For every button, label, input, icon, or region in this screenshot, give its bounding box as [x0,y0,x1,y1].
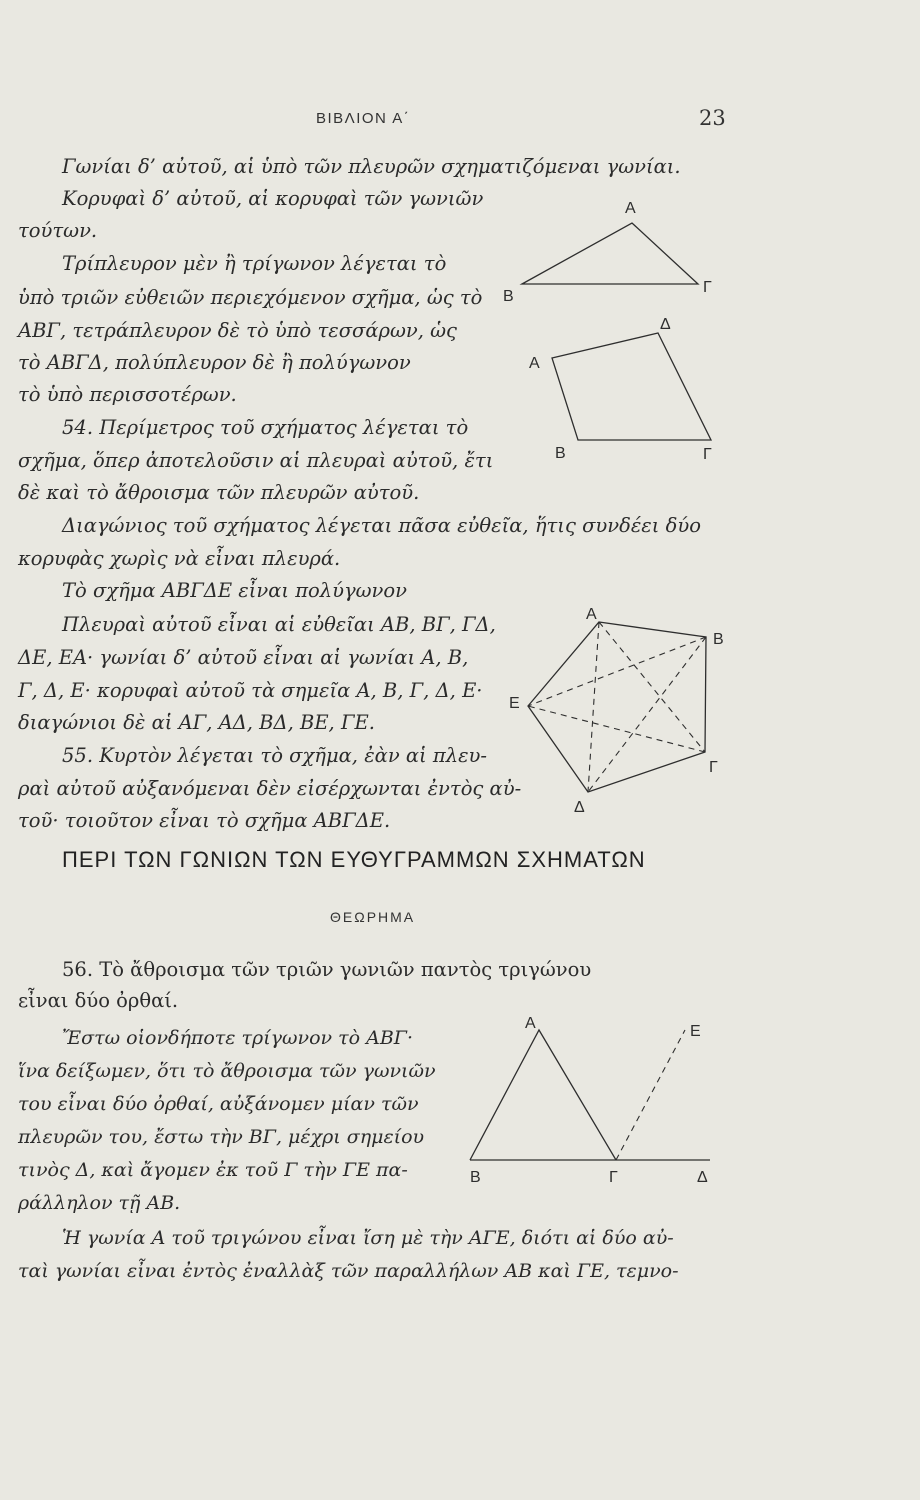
text-line: εἶναι δύο ὀρθαί. [18,989,179,1012]
text-line: διαγώνιοι δὲ αἱ ΑΓ, ΑΔ, ΒΔ, ΒΕ, ΓΕ. [18,711,375,734]
vertex-label-b: Β [713,631,724,648]
text-line: 56. Τὸ ἄθροισμα τῶν τριῶν γωνιῶν παντὸς τριγώνου [62,958,592,981]
text-line: 54. Περίμετρος τοῦ σχήματος λέγεται τὸ [62,416,469,439]
text-line: τὸ ΑΒΓΔ, πολύπλευρον δὲ ἢ πολύγωνον [18,351,411,374]
text-line: ταὶ γωνίαι εἶναι ἐντὸς ἐναλλὰξ τῶν παραλλήλων ΑΒ καὶ ΓΕ, τεμνο- [18,1260,679,1282]
text-line: ΔΕ, ΕΑ· γωνίαι δ’ αὐτοῦ εἶναι αἱ γωνίαι Α, Β, [18,646,469,669]
vertex-label-b: Β [503,288,514,305]
vertex-label-c: Γ [703,279,712,296]
text-line: τούτων. [18,219,98,242]
vertex-label-d: Δ [660,316,671,333]
vertex-label-e: Ε [690,1023,701,1040]
text-line: κορυφὰς χωρὶς νὰ εἶναι πλευρά. [18,547,341,570]
text-line: Διαγώνιος τοῦ σχήματος λέγεται πᾶσα εὐθεῖα, ἥτις συνδέει δύο [62,514,701,537]
vertex-label-b: Β [555,445,566,462]
vertex-label-b: Β [470,1169,481,1186]
text-line: Τὸ σχῆμα ΑΒΓΔΕ εἶναι πολύγωνον [62,579,408,602]
page-number: 23 [699,106,726,130]
text-line: 55. Κυρτὸν λέγεται τὸ σχῆμα, ἐὰν αἱ πλευ- [62,744,487,767]
text-line: Τρίπλευρον μὲν ἢ τρίγωνον λέγεται τὸ [62,252,447,275]
text-line: πλευρῶν του, ἔστω τὴν ΒΓ, μέχρι σημείου [18,1126,425,1148]
triangle-sides-ab-ac [470,1030,616,1160]
vertex-label-a: Α [525,1015,536,1032]
text-line: τὸ ὑπὸ περισσοτέρων. [18,383,237,406]
text-line: τινὸς Δ, καὶ ἄγομεν ἐκ τοῦ Γ τὴν ΓΕ πα- [18,1159,408,1181]
vertex-label-d: Δ [574,799,585,816]
theorem-label: ΘΕΩΡΗΜΑ [330,909,416,925]
running-title: ΒΙΒΛΙΟΝ Α΄ [316,110,411,127]
vertex-label-c: Γ [709,759,718,776]
vertex-label-c: Γ [703,446,712,463]
text-line: ὑπὸ τριῶν εὐθειῶν περιεχόμενον σχῆμα, ὡς τὸ [18,286,483,309]
vertex-label-a: Α [625,200,636,217]
text-line: ράλληλον τῇ ΑΒ. [18,1192,181,1214]
text-line: Κορυφαὶ δ’ αὐτοῦ, αἱ κορυφαὶ τῶν γωνιῶν [62,187,484,210]
text-line: Ἡ γωνία Α τοῦ τριγώνου εἶναι ἴση μὲ τὴν ΑΓΕ, διότι αἱ δύο αὐ- [62,1227,674,1249]
vertex-label-a: Α [586,606,597,623]
text-line: ραὶ αὐτοῦ αὐξανόμεναι δὲν εἰσέρχωνται ἐντὸς αὐ- [18,777,522,800]
vertex-label-a: Α [529,355,540,372]
text-line: τοῦ· τοιοῦτον εἶναι τὸ σχῆμα ΑΒΓΔΕ. [18,809,391,832]
parallel-line-ce [616,1030,685,1160]
text-line: Ἔστω οἱονδήποτε τρίγωνον τὸ ΑΒΓ· [62,1027,413,1049]
vertex-label-e: Ε [509,695,520,712]
text-line: δὲ καὶ τὸ ἄθροισμα τῶν πλευρῶν αὐτοῦ. [18,481,420,504]
text-line: ΑΒΓ, τετράπλευρον δὲ τὸ ὑπὸ τεσσάρων, ὡς [18,319,457,342]
text-line: σχῆμα, ὅπερ ἀποτελοῦσιν αἱ πλευραὶ αὐτοῦ, ἔτι [18,449,494,472]
section-heading: ΠΕΡΙ ΤΩΝ ΓΩΝΙΩΝ ΤΩΝ ΕΥΘΥΓΡΑΜΜΩΝ ΣΧΗΜΑΤΩΝ [62,847,646,872]
vertex-label-d: Δ [697,1169,708,1186]
text-line: Γωνίαι δ’ αὐτοῦ, αἱ ὑπὸ τῶν πλευρῶν σχηματιζόμεναι γωνίαι. [62,155,681,178]
text-line: Πλευραὶ αὐτοῦ εἶναι αἱ εὐθεῖαι ΑΒ, ΒΓ, ΓΔ, [62,613,496,636]
vertex-label-c: Γ [609,1169,618,1186]
text-line: ἵνα δείξωμεν, ὅτι τὸ ἄθροισμα τῶν γωνιῶν [18,1060,436,1082]
text-line: του εἶναι δύο ὀρθαί, αὐξάνομεν μίαν τῶν [18,1093,419,1115]
text-line: Γ, Δ, Ε· κορυφαὶ αὐτοῦ τὰ σημεῖα Α, Β, Γ, Δ, Ε· [18,679,483,702]
